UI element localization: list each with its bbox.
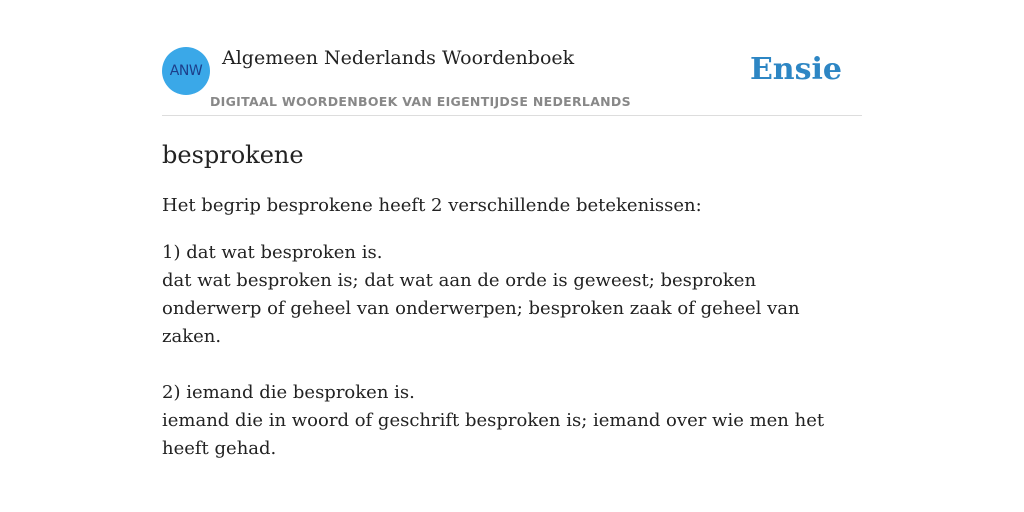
page-title: besprokene — [162, 141, 304, 169]
sense-item-1 — [162, 239, 852, 351]
entry-intro: Het begrip besprokene heeft 2 verschillende betekenissen: — [162, 195, 702, 216]
site-header — [162, 0, 862, 116]
page-container — [162, 0, 862, 459]
sense-heading: 1) dat wat besproken is. — [162, 242, 383, 263]
ensie-brand-link[interactable]: Ensie — [749, 52, 842, 87]
sense-list — [162, 239, 852, 463]
sense-heading: 2) iemand die besproken is. — [162, 382, 415, 403]
sense-definition: dat wat besproken is; dat wat aan de orde is geweest; besproken onderwerp of geheel van onderwerpen; besproken zaak of geheel van zaken. — [162, 270, 800, 347]
anw-logo[interactable]: ANW — [162, 47, 210, 95]
sense-item-2 — [162, 379, 852, 463]
site-subtitle: DIGITAAL WOORDENBOEK VAN EIGENTIJDSE NEDERLANDS — [210, 94, 631, 109]
site-title[interactable]: Algemeen Nederlands Woordenboek — [222, 47, 575, 69]
sense-definition: iemand die in woord of geschrift besproken is; iemand over wie men het heeft gehad. — [162, 410, 825, 459]
